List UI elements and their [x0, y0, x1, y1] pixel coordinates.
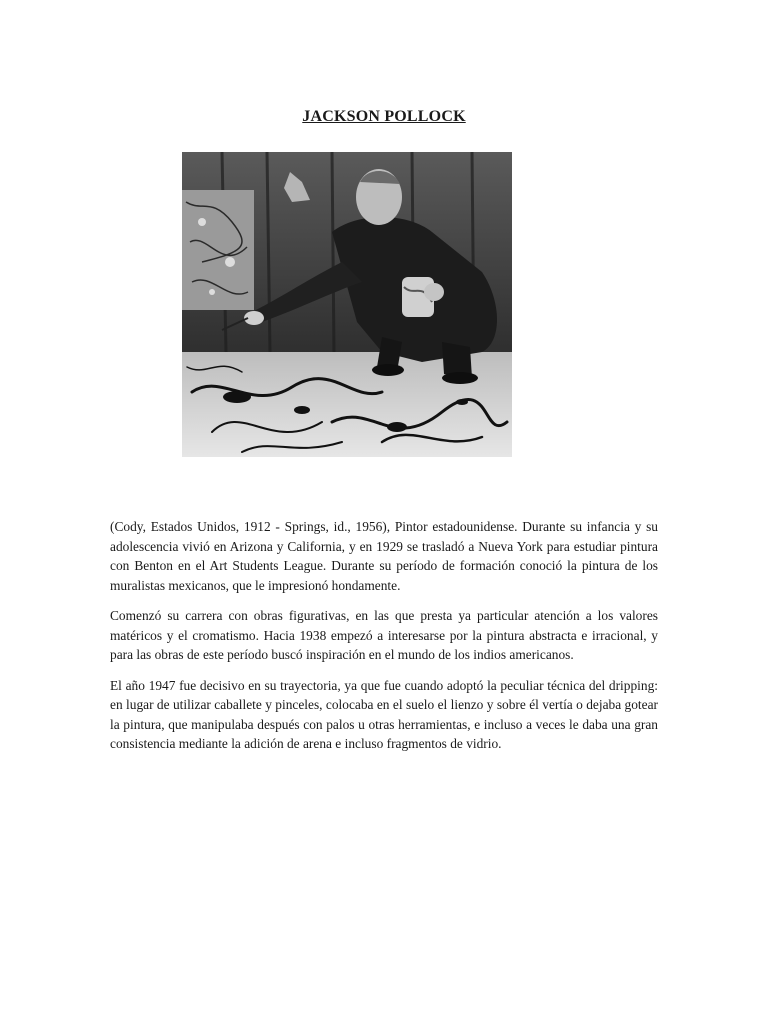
paragraph-3: El año 1947 fue decisivo en su trayectoria, ya que fue cuando adoptó la peculiar técnica del dripping: en lugar de utilizar caballete y pinceles, colocaba en el suelo el lienzo y sobre él vertía o dejaba gotear la pintura, que manipulaba después con palos u otras herramientas, e incluso a veces le daba una gran consistencia mediante la adición de arena e incluso fragmentos de vidrio.: [110, 677, 658, 751]
body-text: [110, 517, 658, 765]
artist-photo: [182, 152, 512, 457]
page-title: JACKSON POLLOCK: [302, 108, 466, 125]
paragraph-2: Comenzó su carrera con obras figurativas, en las que presta ya particular atención a los valores matéricos y el cromatismo. Hacia 1938 empezó a interesarse por la pintura abstracta e irracional, y para las obras de este período buscó inspiración en el mundo de los indios americanos.: [110, 608, 658, 662]
photo-illustration: [182, 152, 512, 457]
paragraph-1: (Cody, Estados Unidos, 1912 - Springs, id., 1956), Pintor estadounidense. Durante su infancia y su adolescencia vivió en Arizona y California, y en 1929 se trasladó a Nueva York para estudiar pintura con Benton en el Art Students League. Durante su período de formación conoció la pintura de los muralistas mexicanos, que le impresionó hondamente.: [110, 519, 658, 593]
